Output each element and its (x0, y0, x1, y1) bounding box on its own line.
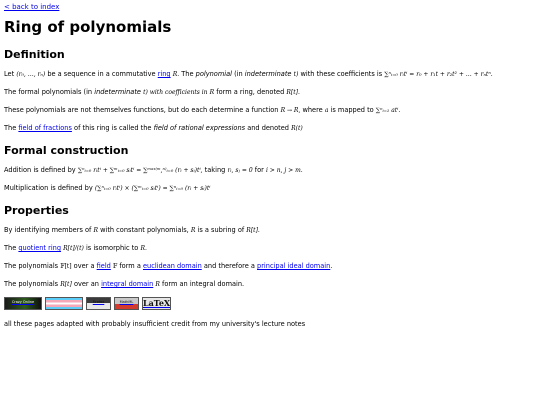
back-to-index-link[interactable]: < back to index (4, 3, 60, 11)
euclidean-domain-link[interactable]: euclidean domain (142, 262, 202, 270)
definition-paragraph-3: These polynomials are not themselves functions, but do each determine a function R → R, where a is mapped to ∑ⁿᵢ₌₁ atⁱ. (4, 106, 401, 114)
principal-ideal-domain-link[interactable]: principal ideal domain (257, 262, 331, 270)
definition-paragraph-4: The field of fractions of this ring is called the field of rational expressions and denoted R(t) (4, 124, 303, 132)
crazy-online-badge[interactable]: Crazy Online (4, 297, 42, 310)
page-title: Ring of polynomials (4, 18, 172, 36)
firefox-badge[interactable]: Firefox (86, 297, 111, 310)
field-link[interactable]: field (96, 262, 111, 270)
badge-row (4, 297, 536, 310)
footer-note: all these pages adapted with probably insufficient credit from my university's lecture notes (4, 320, 306, 328)
latex-badge[interactable]: LaTeX (143, 298, 171, 308)
addition-paragraph: Addition is defined by ∑ⁿᵢ₌₀ rᵢtⁱ + ∑ᵐᵢ₌₀ sᵢtⁱ = ∑ᵐᵃˣ⁽ᵐ,ⁿ⁾ᵢ₌₀ (rᵢ + sᵢ)tⁱ, taking rᵢ, sⱼ = 0 for i > n, j > m. (4, 166, 303, 174)
section-heading-formal-construction: Formal construction (4, 144, 129, 157)
trans-flag-badge[interactable] (45, 297, 83, 310)
section-heading-definition: Definition (4, 48, 65, 61)
properties-paragraph-1: By identifying members of R with constant polynomials, R is a subring of R[t]. (4, 226, 260, 234)
properties-paragraph-2: The quotient ring R[t]/(t) is isomorphic to R. (4, 244, 147, 252)
quotient-ring-link[interactable]: quotient ring (18, 244, 62, 252)
field-of-fractions-link[interactable]: field of fractions (18, 124, 72, 132)
mathml-badge[interactable]: MathML (114, 297, 139, 310)
polynomial-formula: ∑ⁿᵢ₌₀ rᵢtⁱ = r₀ + r₁t + r₂t² + … + rₙtⁿ. (384, 71, 493, 78)
ring-link[interactable]: ring (157, 70, 171, 78)
multiplication-paragraph: Multiplication is defined by (∑ⁿᵢ₌₀ rᵢtⁱ) × (∑ᵐᵢ₌₀ sᵢtⁱ) = ∑ⁿᵢ₌₀ (rᵢ + sᵢ)tⁱ (4, 184, 211, 192)
section-heading-properties: Properties (4, 204, 69, 217)
properties-paragraph-3: The polynomials 𝔽[t] over a field 𝔽 form a euclidean domain and therefore a principal ideal domain. (4, 262, 333, 270)
integral-domain-link[interactable]: integral domain (101, 280, 154, 288)
properties-paragraph-4: The polynomials R[t] over an integral domain R form an integral domain. (4, 280, 245, 288)
definition-paragraph-2: The formal polynomials (in indeterminate t) with coefficients in R form a ring, denoted R[t]. (4, 88, 300, 96)
definition-paragraph-1: Let (r₀, …, rₙ) be a sequence in a commutative ring R. The polynomial (in indeterminate t) with these coefficients is ∑ⁿᵢ₌₀ rᵢtⁱ = r₀ + r₁t + r₂t² + … + rₙtⁿ. (4, 70, 493, 78)
